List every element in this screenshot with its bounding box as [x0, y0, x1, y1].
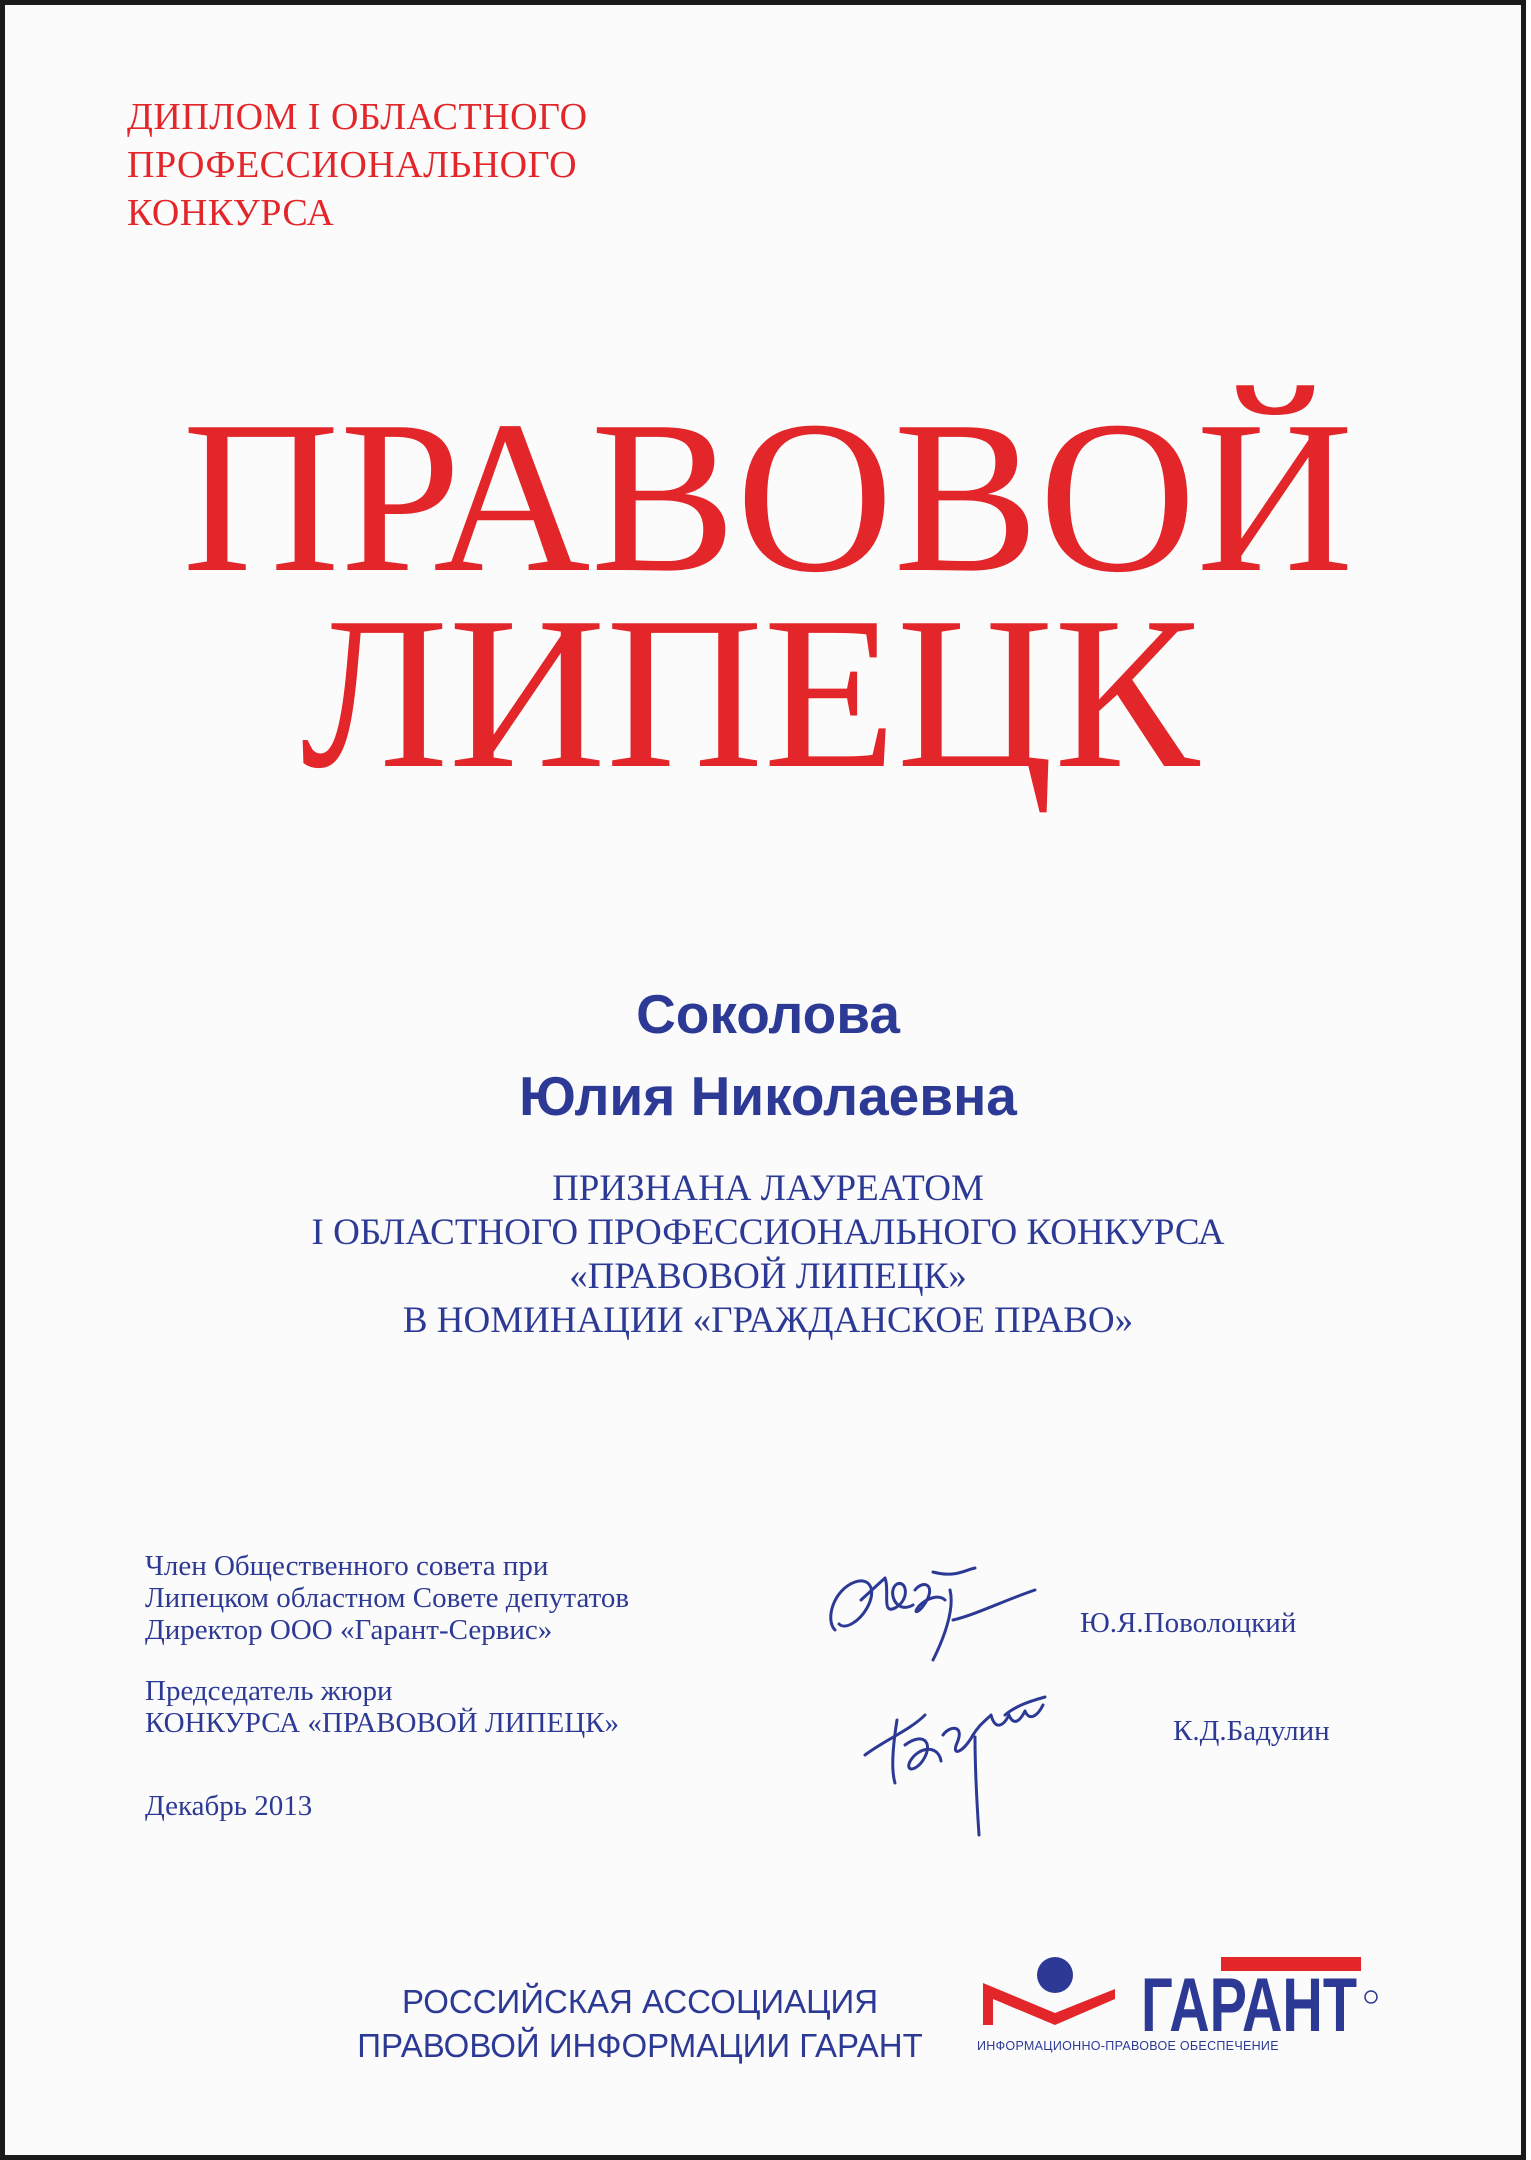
signature-1-image: [815, 1560, 1045, 1670]
association-line: РОССИЙСКАЯ АССОЦИАЦИЯ: [401, 1983, 879, 2020]
header-line: ПРОФЕССИОНАЛЬНОГО: [127, 144, 578, 186]
garant-logo: [1141, 1957, 1381, 2048]
association-name: [330, 1980, 950, 2068]
title-line-2: ЛИПЕЦК: [300, 573, 1200, 814]
header-line: КОНКУРСА: [127, 192, 335, 234]
contest-title: [5, 377, 1531, 814]
signatory-title-line: Член Общественного совета при: [145, 1550, 549, 1582]
recipient-name: [5, 973, 1531, 1137]
signatory-1-name: Ю.Я.Поволоцкий: [1080, 1607, 1297, 1639]
award-text: [5, 1167, 1531, 1343]
garant-tagline: ИНФОРМАЦИОННО-ПРАВОВОЕ ОБЕСПЕЧЕНИЕ: [977, 2039, 1279, 2053]
signatory-title-line: Председатель жюри: [145, 1675, 393, 1707]
garant-logo-word: ГАРАНТ: [1141, 1963, 1357, 2048]
award-line: ПРИЗНАНА ЛАУРЕАТОМ: [552, 1168, 984, 1209]
award-line: В НОМИНАЦИИ «ГРАЖДАНСКОЕ ПРАВО»: [402, 1300, 1134, 1341]
award-line: «ПРАВОВОЙ ЛИПЕЦК»: [569, 1256, 967, 1297]
signatory-1-title: [145, 1550, 629, 1646]
signatory-title-line: Липецком областном Совете депутатов: [145, 1582, 630, 1614]
signatory-title-line: КОНКУРСА «ПРАВОВОЙ ЛИПЕЦК»: [145, 1707, 619, 1739]
diploma-header: [127, 93, 588, 237]
garant-emblem-icon: [975, 1955, 1125, 2035]
recipient-surname: Соколова: [636, 983, 900, 1045]
issue-date: Декабрь 2013: [145, 1790, 313, 1822]
recipient-given-names: Юлия Николаевна: [519, 1065, 1017, 1127]
association-line: ПРАВОВОЙ ИНФОРМАЦИИ ГАРАНТ: [357, 2027, 923, 2064]
header-line: ДИПЛОМ I ОБЛАСТНОГО: [127, 96, 588, 138]
signatory-2-title: [145, 1675, 619, 1739]
signatory-2-name: К.Д.Бадулин: [1173, 1715, 1330, 1747]
award-line: I ОБЛАСТНОГО ПРОФЕССИОНАЛЬНОГО КОНКУРСА: [311, 1212, 1225, 1253]
title-line-1: ПРАВОВОЙ: [182, 377, 1354, 618]
signatory-title-line: Директор ООО «Гарант-Сервис»: [145, 1614, 553, 1646]
signature-2-image: [855, 1675, 1075, 1845]
